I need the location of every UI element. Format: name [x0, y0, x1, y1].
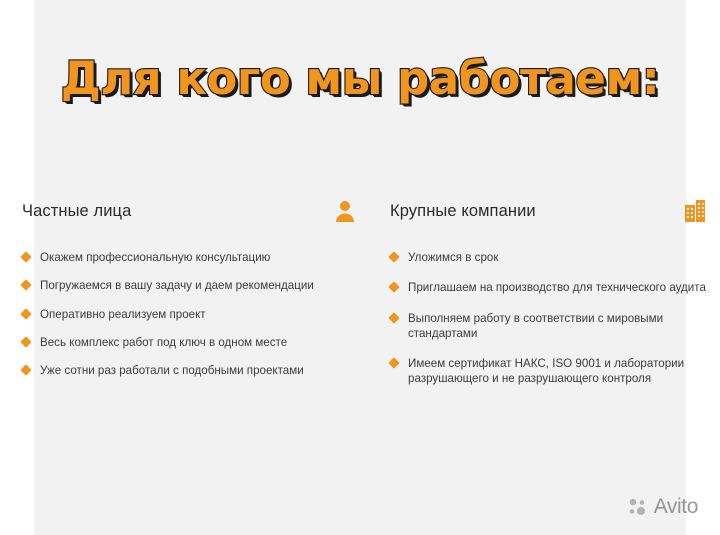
person-icon: [334, 199, 356, 223]
list-item: [390, 250, 706, 265]
list-item-text: Уже сотни раз работали с подобными проектами: [40, 364, 304, 378]
column-title-companies: Крупные компании: [390, 201, 536, 220]
list-item: [390, 280, 706, 295]
list-item-text: Приглашаем на производство для технического аудита: [408, 281, 706, 295]
list-item: [22, 363, 356, 378]
list-item-text: Имеем сертификат НАКС, ISO 9001 и лаборатории разрушающего и не разрушающего контроля: [408, 357, 685, 386]
list-item-text: Оперативно реализуем проект: [40, 307, 206, 321]
diamond-bullet-icon: [388, 358, 399, 369]
bullet-list-companies: [390, 250, 706, 387]
title-container: [0, 52, 720, 105]
diamond-bullet-icon: [20, 365, 31, 376]
buildings-icon: [684, 199, 706, 223]
page-title: Для кого мы работаем:: [60, 52, 660, 105]
column-title-private: Частные лица: [22, 201, 132, 220]
diamond-bullet-icon: [388, 282, 399, 293]
bullet-list-private: [22, 250, 356, 378]
avito-watermark-text: Avito: [653, 495, 698, 518]
list-item-text: Окажем профессиональную консультацию: [40, 251, 271, 264]
column-header: [390, 198, 706, 224]
column-large-companies: [368, 198, 720, 402]
list-item: [22, 307, 356, 322]
list-item: [22, 278, 356, 293]
avito-watermark: [627, 495, 698, 519]
list-item: [390, 311, 706, 342]
list-item-text: Весь комплекс работ под ключ в одном месте: [40, 335, 288, 349]
diamond-bullet-icon: [388, 312, 399, 323]
column-private-persons: [0, 198, 368, 402]
diamond-bullet-icon: [20, 308, 31, 319]
diamond-bullet-icon: [20, 280, 31, 291]
list-item-text: Выполняем работу в соответствии с мировыми стандартами: [408, 311, 664, 340]
diamond-bullet-icon: [20, 251, 31, 262]
list-item: [22, 335, 356, 350]
list-item: [22, 250, 356, 265]
avito-logo-icon: [627, 497, 647, 517]
diamond-bullet-icon: [20, 336, 31, 347]
list-item: [390, 356, 706, 387]
columns-container: [0, 198, 720, 402]
diamond-bullet-icon: [388, 251, 399, 262]
column-header: [22, 198, 356, 224]
list-item-text: Уложимся в срок: [408, 251, 499, 264]
list-item-text: Погружаемся в вашу задачу и даем рекомендации: [40, 279, 314, 293]
